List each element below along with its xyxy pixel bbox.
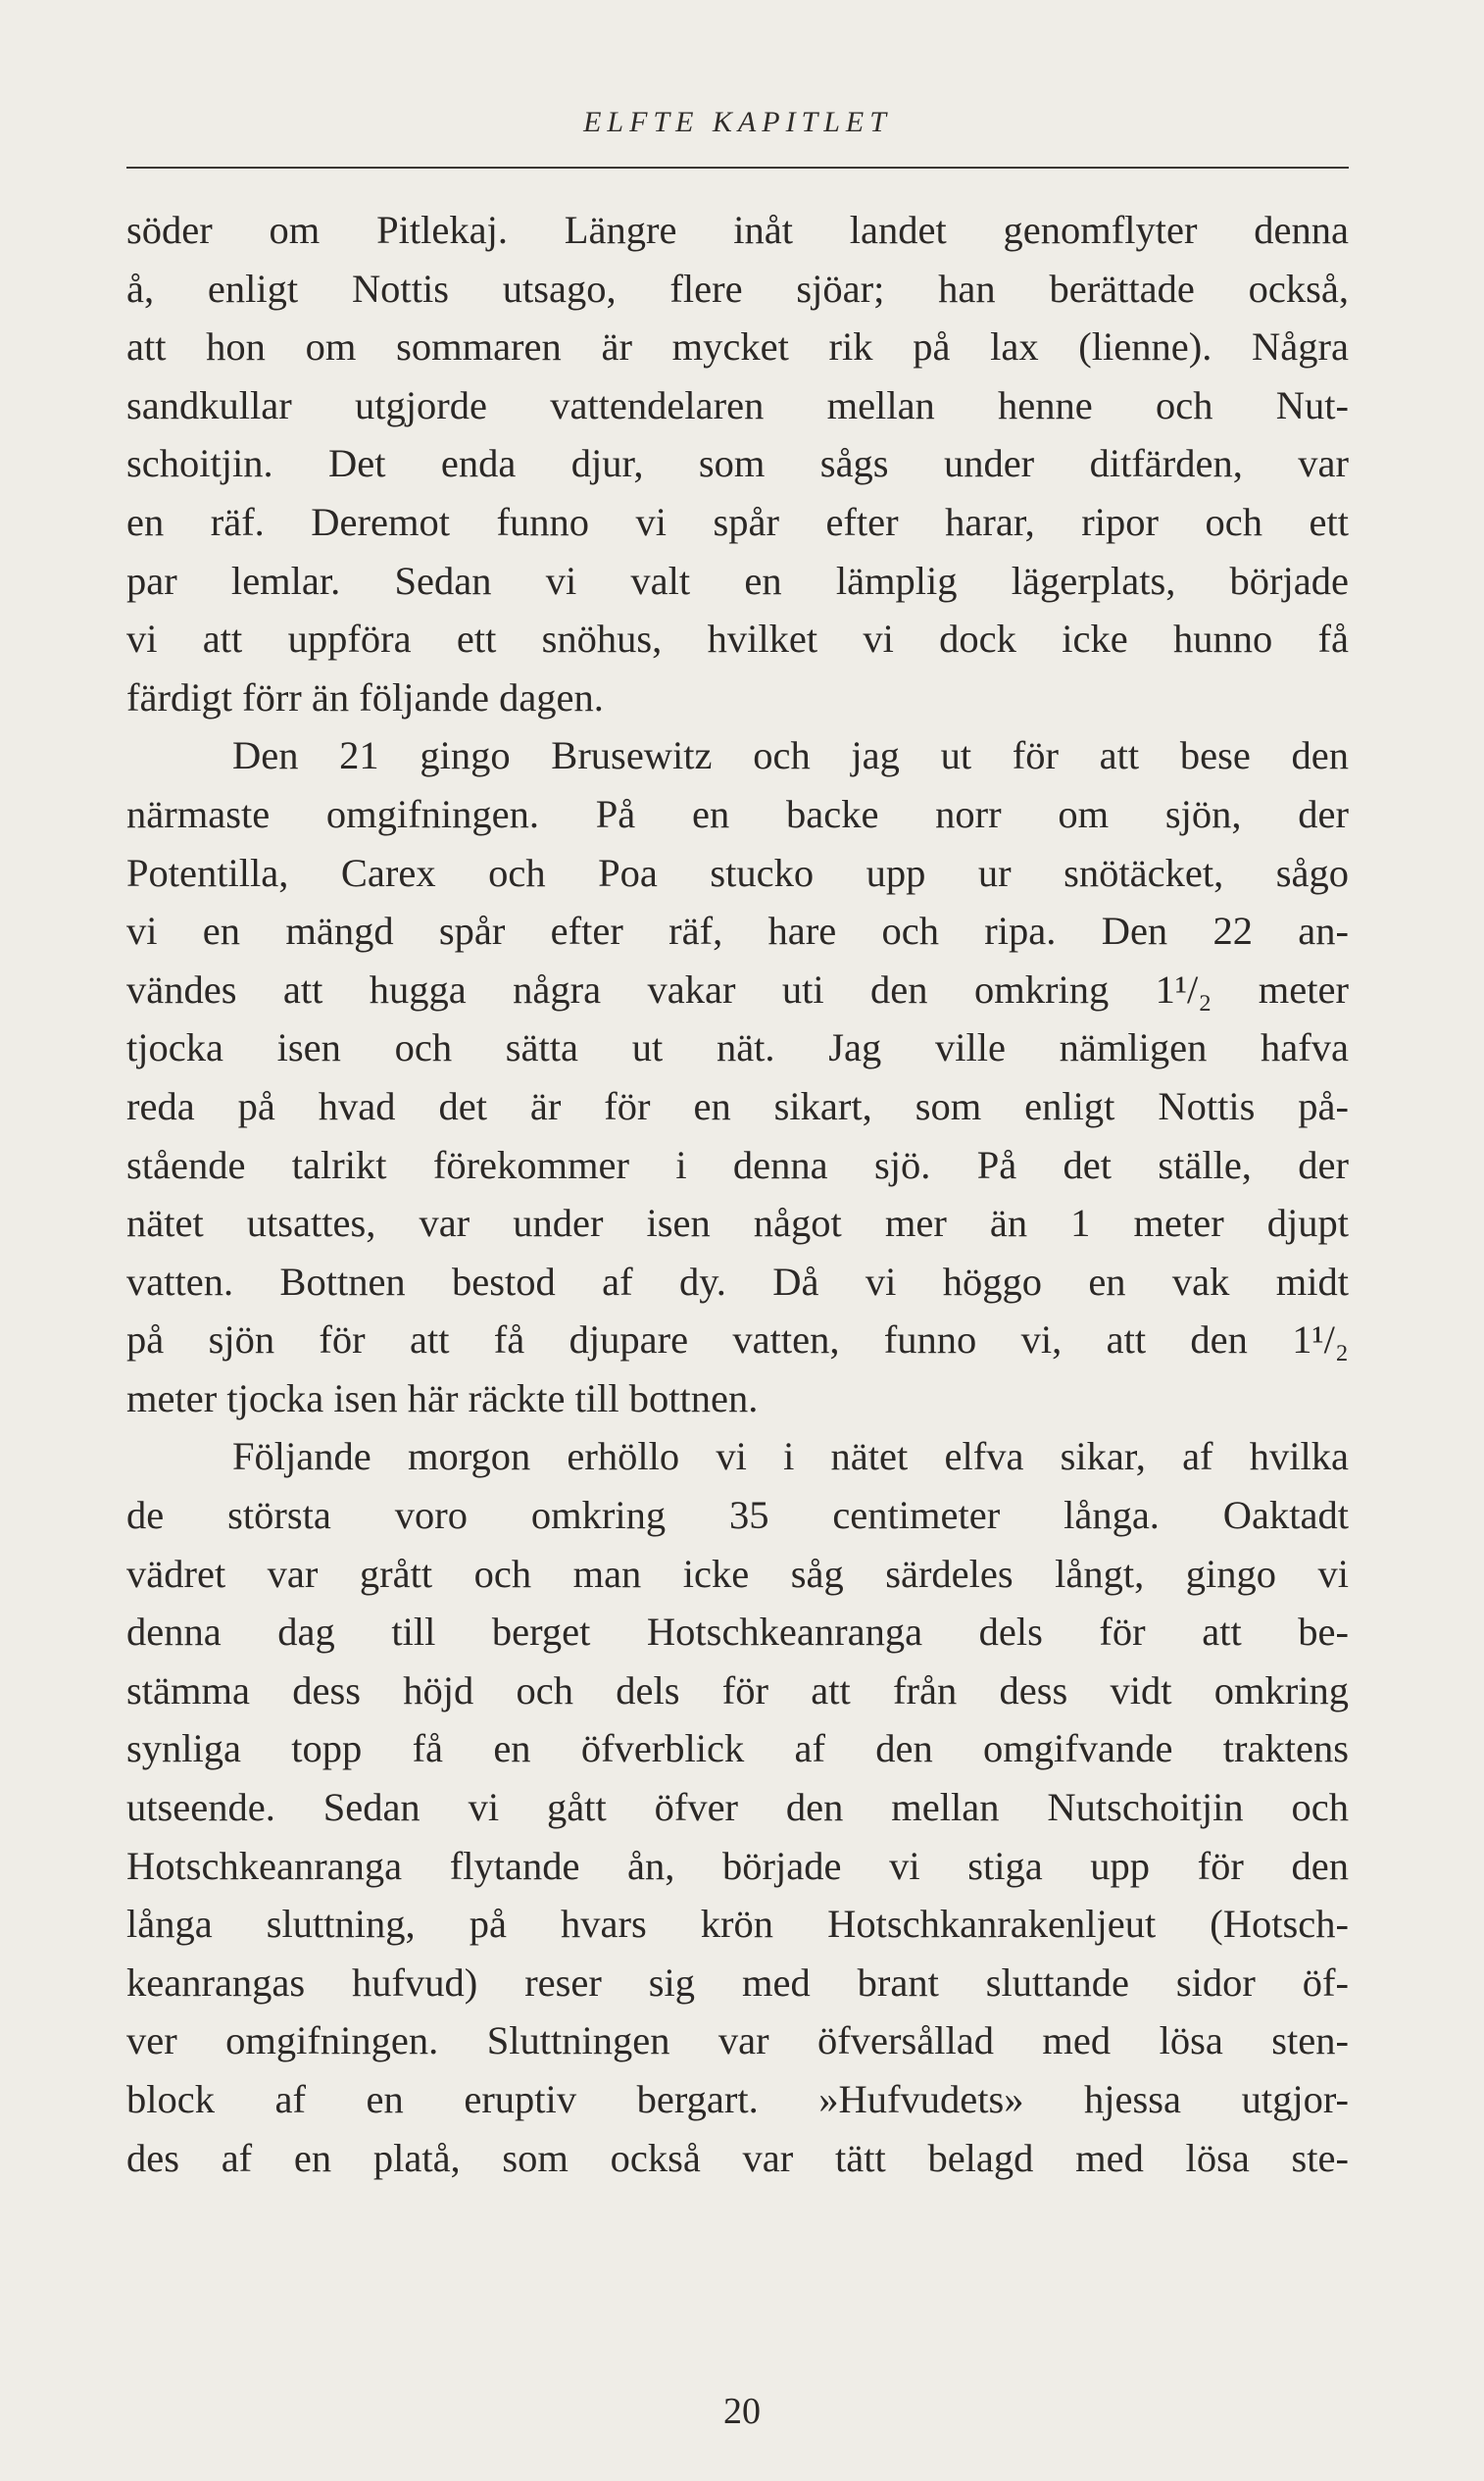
text-line: block af en eruptiv bergart. »Hufvudets» hjessa utgjor-	[126, 2077, 1349, 2121]
text-line: stående talrikt förekommer i denna sjö. På det ställe, der	[126, 1142, 1349, 1187]
text-line: stämma dess höjd och dels för att från dess vidt omkring	[126, 1667, 1349, 1712]
text-line: närmaste omgifningen. På en backe norr om sjön, der	[126, 791, 1349, 836]
text-line: de största voro omkring 35 centimeter långa. Oaktadt	[126, 1493, 1349, 1538]
text-line: sandkullar utgjorde vattendelaren mellan henne och Nut-	[126, 382, 1349, 427]
text-line: des af en platå, som också var tätt belagd med lösa ste-	[126, 2135, 1349, 2180]
text-line: reda på hvad det är för en sikart, som enligt Nottis på-	[126, 1083, 1349, 1128]
text-line: Följande morgon erhöllo vi i nätet elfva sikar, af hvilka	[232, 1434, 1349, 1479]
text-line: ver omgifningen. Sluttningen var öfversållad med lösa sten-	[126, 2018, 1349, 2063]
text-line: en räf. Deremot funno vi spår efter harar, ripor och ett	[126, 499, 1349, 544]
text-line: denna dag till berget Hotschkeanranga dels för att be-	[126, 1610, 1349, 1655]
text-line: vi en mängd spår efter räf, hare och ripa. Den 22 an-	[126, 909, 1349, 954]
text-line: meter tjocka isen här räckte till bottnen.	[126, 1375, 759, 1420]
page-number: 20	[723, 2391, 761, 2432]
text-line: schoitjin. Det enda djur, som sågs under ditfärden, var	[126, 441, 1349, 486]
text-line: Potentilla, Carex och Poa stucko upp ur snötäcket, sågo	[126, 850, 1349, 895]
body-text	[126, 201, 1349, 2187]
text-line: söder om Pitlekaj. Längre inåt landet genomflyter denna	[126, 208, 1349, 252]
text-line: utseende. Sedan vi gått öfver den mellan Nutschoitjin och	[126, 1785, 1349, 1830]
text-line: vändes att hugga några vakar uti den omkring 1¹/₂ meter	[126, 967, 1349, 1012]
text-line: Den 21 gingo Brusewitz och jag ut för att bese den	[232, 733, 1349, 778]
text-line: långa sluttning, på hvars krön Hotschkanrakenljeut (Hotsch-	[126, 1902, 1349, 1947]
text-line: Hotschkeanranga flytande ån, började vi stiga upp för den	[126, 1843, 1349, 1888]
text-line: synliga topp få en öfverblick af den omgifvande traktens	[126, 1726, 1349, 1771]
text-line: färdigt förr än följande dagen.	[126, 674, 604, 719]
text-line: nätet utsattes, var under isen något mer än 1 meter djupt	[126, 1201, 1349, 1246]
text-line: på sjön för att få djupare vatten, funno vi, att den 1¹/₂	[126, 1317, 1349, 1363]
running-head: ELFTE KAPITLET	[583, 106, 892, 138]
text-line: vädret var grått och man icke såg särdeles långt, gingo vi	[126, 1551, 1349, 1596]
text-line: vatten. Bottnen bestod af dy. Då vi höggo en vak midt	[126, 1259, 1349, 1304]
text-line: tjocka isen och sätta ut nät. Jag ville nämligen hafva	[126, 1025, 1349, 1070]
text-line: å, enligt Nottis utsago, flere sjöar; han berättade också,	[126, 266, 1349, 311]
header-rule	[126, 167, 1349, 169]
text-line: keanrangas hufvud) reser sig med brant sluttande sidor öf-	[126, 1960, 1349, 2005]
text-line: vi att uppföra ett snöhus, hvilket vi dock icke hunno få	[126, 617, 1349, 662]
text-line: att hon om sommaren är mycket rik på lax (lienne). Några	[126, 324, 1349, 370]
text-line: par lemlar. Sedan vi valt en lämplig lägerplats, började	[126, 558, 1349, 603]
